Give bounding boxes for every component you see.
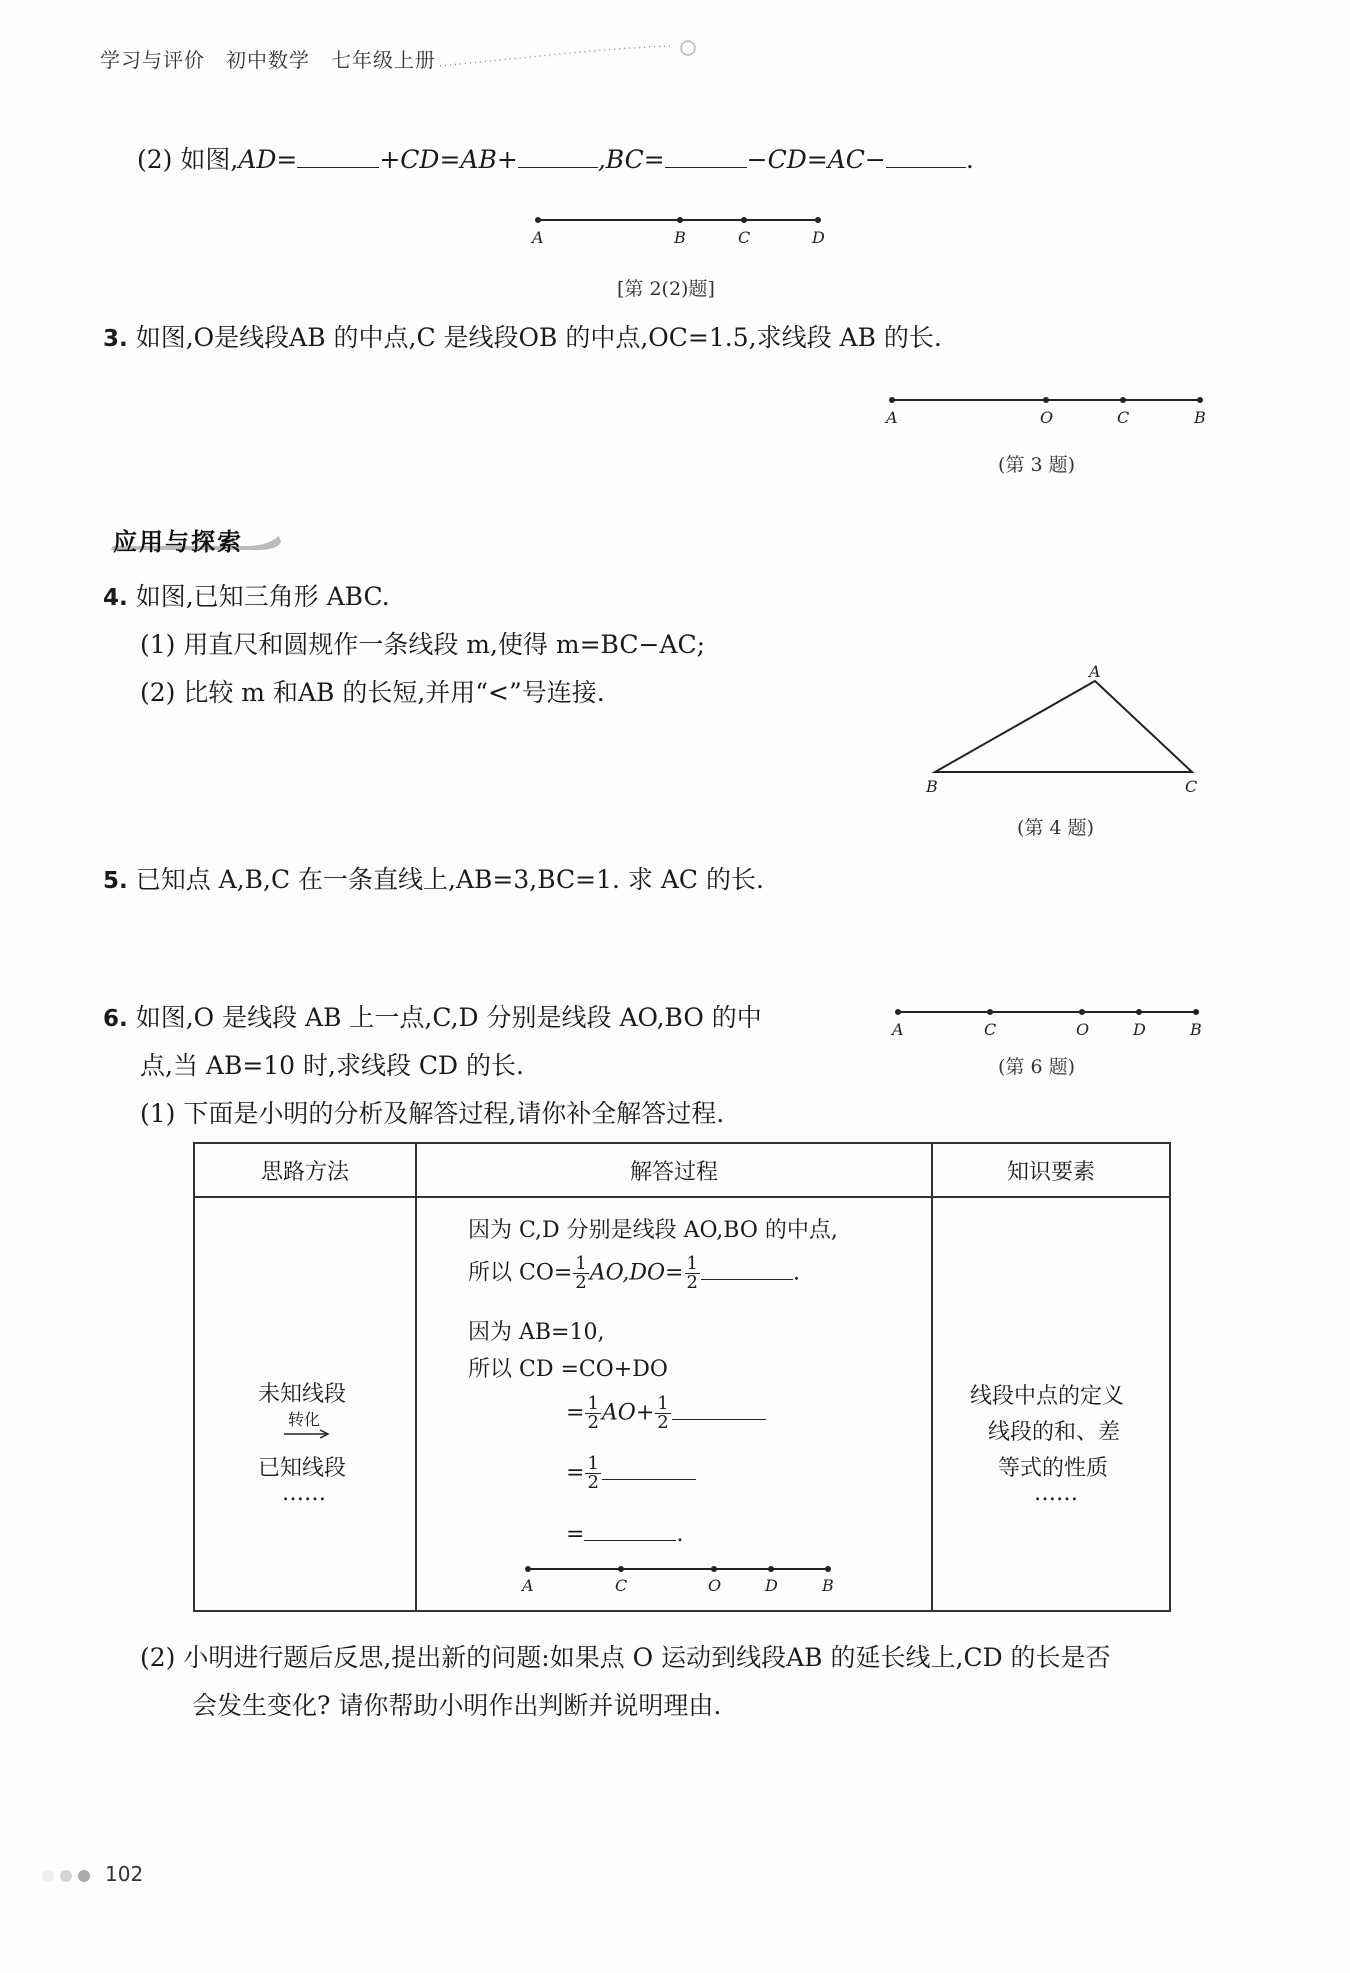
q6-text-line2: 点,当 AB=10 时,求线段 CD 的长. bbox=[140, 1051, 524, 1080]
q6-figure bbox=[886, 1000, 1216, 1045]
known-segment: 已知线段 bbox=[258, 1456, 347, 1481]
q3-text: 3. 如图,O是线段AB 的中点,C 是线段OB 的中点,OC=1.5,求线段 AB 的长. bbox=[103, 323, 942, 352]
q5-text: 5. 已知点 A,B,C 在一条直线上,AB=3,BC=1. 求 AC 的长. bbox=[103, 865, 764, 894]
fraction: $\frac{1}{2}$ bbox=[657, 1393, 669, 1433]
point-label-A: A bbox=[1089, 665, 1101, 681]
knowledge-item: 线段中点的定义 bbox=[970, 1384, 1125, 1409]
blank[interactable] bbox=[886, 141, 966, 168]
process-line: = $\frac{1}{2}$ bbox=[566, 1455, 696, 1492]
figure-caption: (第 4 题) bbox=[1017, 817, 1094, 839]
method-cell bbox=[194, 1197, 416, 1611]
fraction: $\frac{1}{2}$ bbox=[587, 1453, 599, 1493]
figure-caption: [第 2(2)题] bbox=[617, 278, 715, 300]
table-row bbox=[194, 1197, 1170, 1611]
point-label-B: B bbox=[1194, 408, 1206, 427]
point-label-D: D bbox=[765, 1576, 778, 1595]
arrow-label: 转化 bbox=[288, 1410, 321, 1429]
section-title: 应用与探索 bbox=[113, 528, 243, 556]
footer-dots-icon bbox=[40, 1868, 100, 1884]
ellipsis: …… bbox=[1034, 1481, 1078, 1506]
table-header: 知识要素 bbox=[932, 1143, 1170, 1197]
point-label-B: B bbox=[1190, 1020, 1202, 1039]
q2-2-line: (2) 如图,AD= +CD=AB+ ,BC= −CD=AC− . bbox=[137, 140, 974, 176]
point-label-O: O bbox=[1076, 1020, 1090, 1039]
unknown-segment: 未知线段 bbox=[258, 1382, 347, 1407]
q4-triangle-figure bbox=[910, 665, 1210, 805]
section-tag bbox=[107, 520, 283, 556]
table-header: 思路方法 bbox=[194, 1143, 416, 1197]
point-label-B: B bbox=[674, 228, 686, 247]
right-arrow-icon bbox=[282, 1427, 332, 1441]
solution-table bbox=[193, 1142, 1171, 1612]
q2-2-figure bbox=[520, 205, 840, 255]
process-cell bbox=[416, 1197, 932, 1611]
point-label-D: D bbox=[812, 228, 825, 247]
table-header: 解答过程 bbox=[416, 1143, 932, 1197]
point-label-C: C bbox=[1185, 777, 1198, 796]
blank[interactable] bbox=[518, 141, 598, 168]
point-label-A: A bbox=[522, 1576, 534, 1595]
page-number: 102 bbox=[105, 1862, 144, 1886]
point-label-B: B bbox=[926, 777, 938, 796]
blank[interactable] bbox=[297, 141, 379, 168]
blank[interactable] bbox=[672, 1395, 766, 1419]
page-header: 学习与评价 初中数学 七年级上册 bbox=[100, 48, 436, 72]
point-label-C: C bbox=[615, 1576, 628, 1595]
point-label-A: A bbox=[532, 228, 544, 247]
q4-sub2: (2) 比较 m 和AB 的长短,并用“<”号连接. bbox=[140, 678, 605, 707]
blank[interactable] bbox=[701, 1255, 793, 1279]
point-label-C: C bbox=[984, 1020, 997, 1039]
blank[interactable] bbox=[665, 141, 747, 168]
figure-caption: (第 6 题) bbox=[998, 1056, 1075, 1078]
q6-sub2-line2: 会发生变化? 请你帮助小明作出判断并说明理由. bbox=[192, 1691, 722, 1720]
process-line: = . bbox=[566, 1517, 683, 1547]
q4-sub1: (1) 用直尺和圆规作一条线段 m,使得 m=BC−AC; bbox=[140, 630, 706, 659]
table-figure bbox=[518, 1559, 838, 1601]
q6-sub1: (1) 下面是小明的分析及解答过程,请你补全解答过程. bbox=[140, 1099, 725, 1128]
process-line: 所以 CD =CO+DO bbox=[468, 1357, 668, 1382]
point-label-A: A bbox=[892, 1020, 904, 1039]
point-label-C: C bbox=[1117, 408, 1130, 427]
header-decoration bbox=[440, 40, 710, 70]
blank[interactable] bbox=[602, 1455, 696, 1479]
point-label-O: O bbox=[708, 1576, 722, 1595]
knowledge-item: 线段的和、差 bbox=[988, 1420, 1121, 1445]
fraction: $\frac{1}{2}$ bbox=[587, 1393, 599, 1433]
process-line: 因为 AB=10, bbox=[468, 1320, 605, 1345]
point-label-O: O bbox=[1040, 408, 1054, 427]
q3-figure bbox=[880, 388, 1220, 433]
table-header-row bbox=[194, 1143, 1170, 1197]
process-line: 因为 C,D 分别是线段 AO,BO 的中点, bbox=[468, 1218, 838, 1243]
point-label-B: B bbox=[822, 1576, 834, 1595]
q4-text: 4. 如图,已知三角形 ABC. bbox=[103, 582, 390, 611]
knowledge-cell bbox=[932, 1197, 1170, 1611]
knowledge-item: 等式的性质 bbox=[998, 1456, 1109, 1481]
q6-text-line1: 6. 如图,O 是线段 AB 上一点,C,D 分别是线段 AO,BO 的中 bbox=[103, 1003, 762, 1032]
point-label-C: C bbox=[738, 228, 751, 247]
fraction: $\frac{1}{2}$ bbox=[686, 1253, 698, 1293]
ellipsis: …… bbox=[282, 1481, 326, 1506]
figure-caption: (第 3 题) bbox=[998, 454, 1075, 476]
point-label-A: A bbox=[886, 408, 898, 427]
process-line: = $\frac{1}{2}$ AO+ $\frac{1}{2}$ bbox=[566, 1395, 766, 1432]
fraction: $\frac{1}{2}$ bbox=[575, 1253, 587, 1293]
point-label-D: D bbox=[1133, 1020, 1146, 1039]
process-line: 所以 CO= $\frac{1}{2}$ AO,DO= $\frac{1}{2}$ . bbox=[468, 1253, 800, 1293]
blank[interactable] bbox=[584, 1517, 676, 1541]
q6-sub2-line1: (2) 小明进行题后反思,提出新的问题:如果点 O 运动到线段AB 的延长线上,CD 的长是否 bbox=[140, 1643, 1111, 1672]
